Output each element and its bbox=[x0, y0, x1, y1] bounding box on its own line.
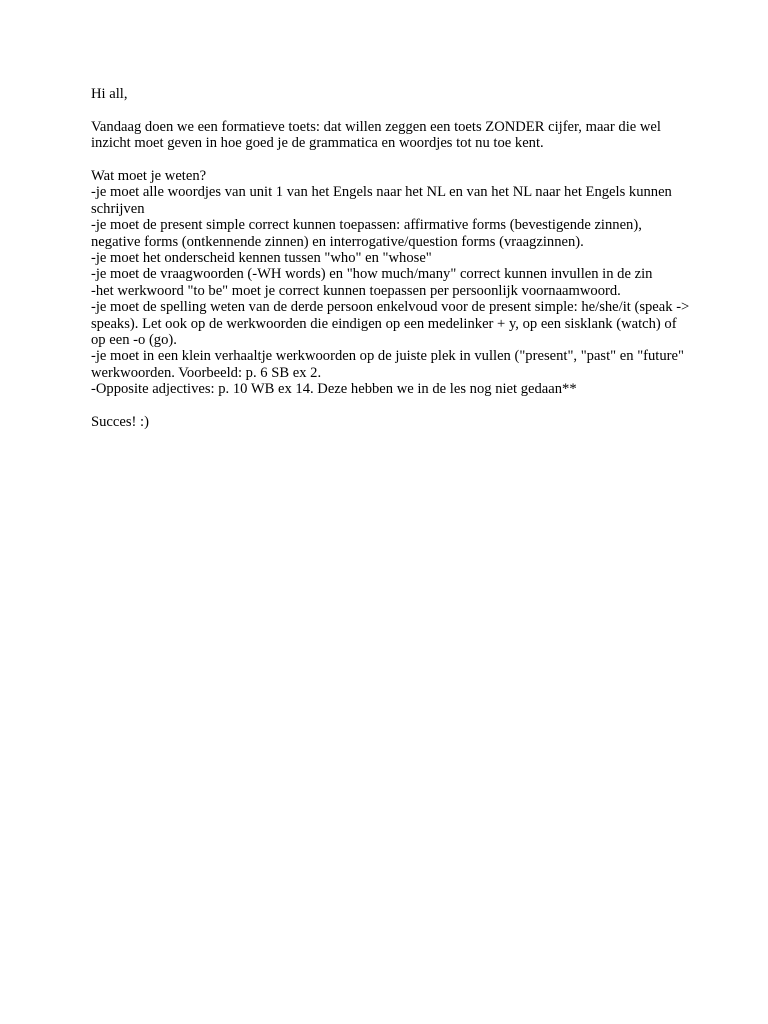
document-body bbox=[91, 86, 691, 430]
requirement-item: -je moet alle woordjes van unit 1 van het Engels naar het NL en van het NL naar het Engels kunnen schrijven bbox=[91, 184, 672, 217]
requirement-item: -je moet de spelling weten van de derde persoon enkelvoud voor de present simple: he/she/it (speak -> speaks). Let ook op de werkwoorden die eindigen op een medelinker + y, op een sisklank (watch) of op een -o (go). bbox=[91, 299, 690, 349]
requirement-item: -je moet de vraagwoorden (-WH words) en "how much/many" correct kunnen invullen in de zin bbox=[91, 266, 653, 283]
intro-paragraph: Vandaag doen we een formatieve toets: dat willen zeggen een toets ZONDER cijfer, maar die wel inzicht moet geven in hoe goed je de grammatica en woordjes tot nu toe kent. bbox=[91, 118, 661, 152]
requirement-item: -je moet de present simple correct kunnen toepassen: affirmative forms (bevestigende zinnen), negative forms (ontkennende zinnen) en interrogative/question forms (vraagzinnen). bbox=[91, 217, 642, 250]
requirement-item: -je moet in een klein verhaaltje werkwoorden op de juiste plek in vullen ("present", "past" en "future" werkwoorden. Voorbeeld: p. 6 SB ex 2. bbox=[91, 348, 684, 381]
greeting-text: Hi all, bbox=[91, 86, 128, 102]
requirement-item: -Opposite adjectives: p. 10 WB ex 14. Deze hebben we in de les nog niet gedaan** bbox=[91, 381, 577, 398]
requirement-item: -het werkwoord "to be" moet je correct kunnen toepassen per persoonlijk voornaamwoord. bbox=[91, 282, 621, 299]
paragraph-gap bbox=[91, 102, 691, 118]
paragraph-gap bbox=[91, 152, 691, 168]
requirement-item: -je moet het onderscheid kennen tussen "who" en "whose" bbox=[91, 250, 432, 267]
closing-text: Succes! :) bbox=[91, 414, 149, 431]
paragraph-gap bbox=[91, 398, 691, 414]
requirements-list bbox=[91, 184, 691, 397]
question-heading: Wat moet je weten? bbox=[91, 168, 207, 184]
